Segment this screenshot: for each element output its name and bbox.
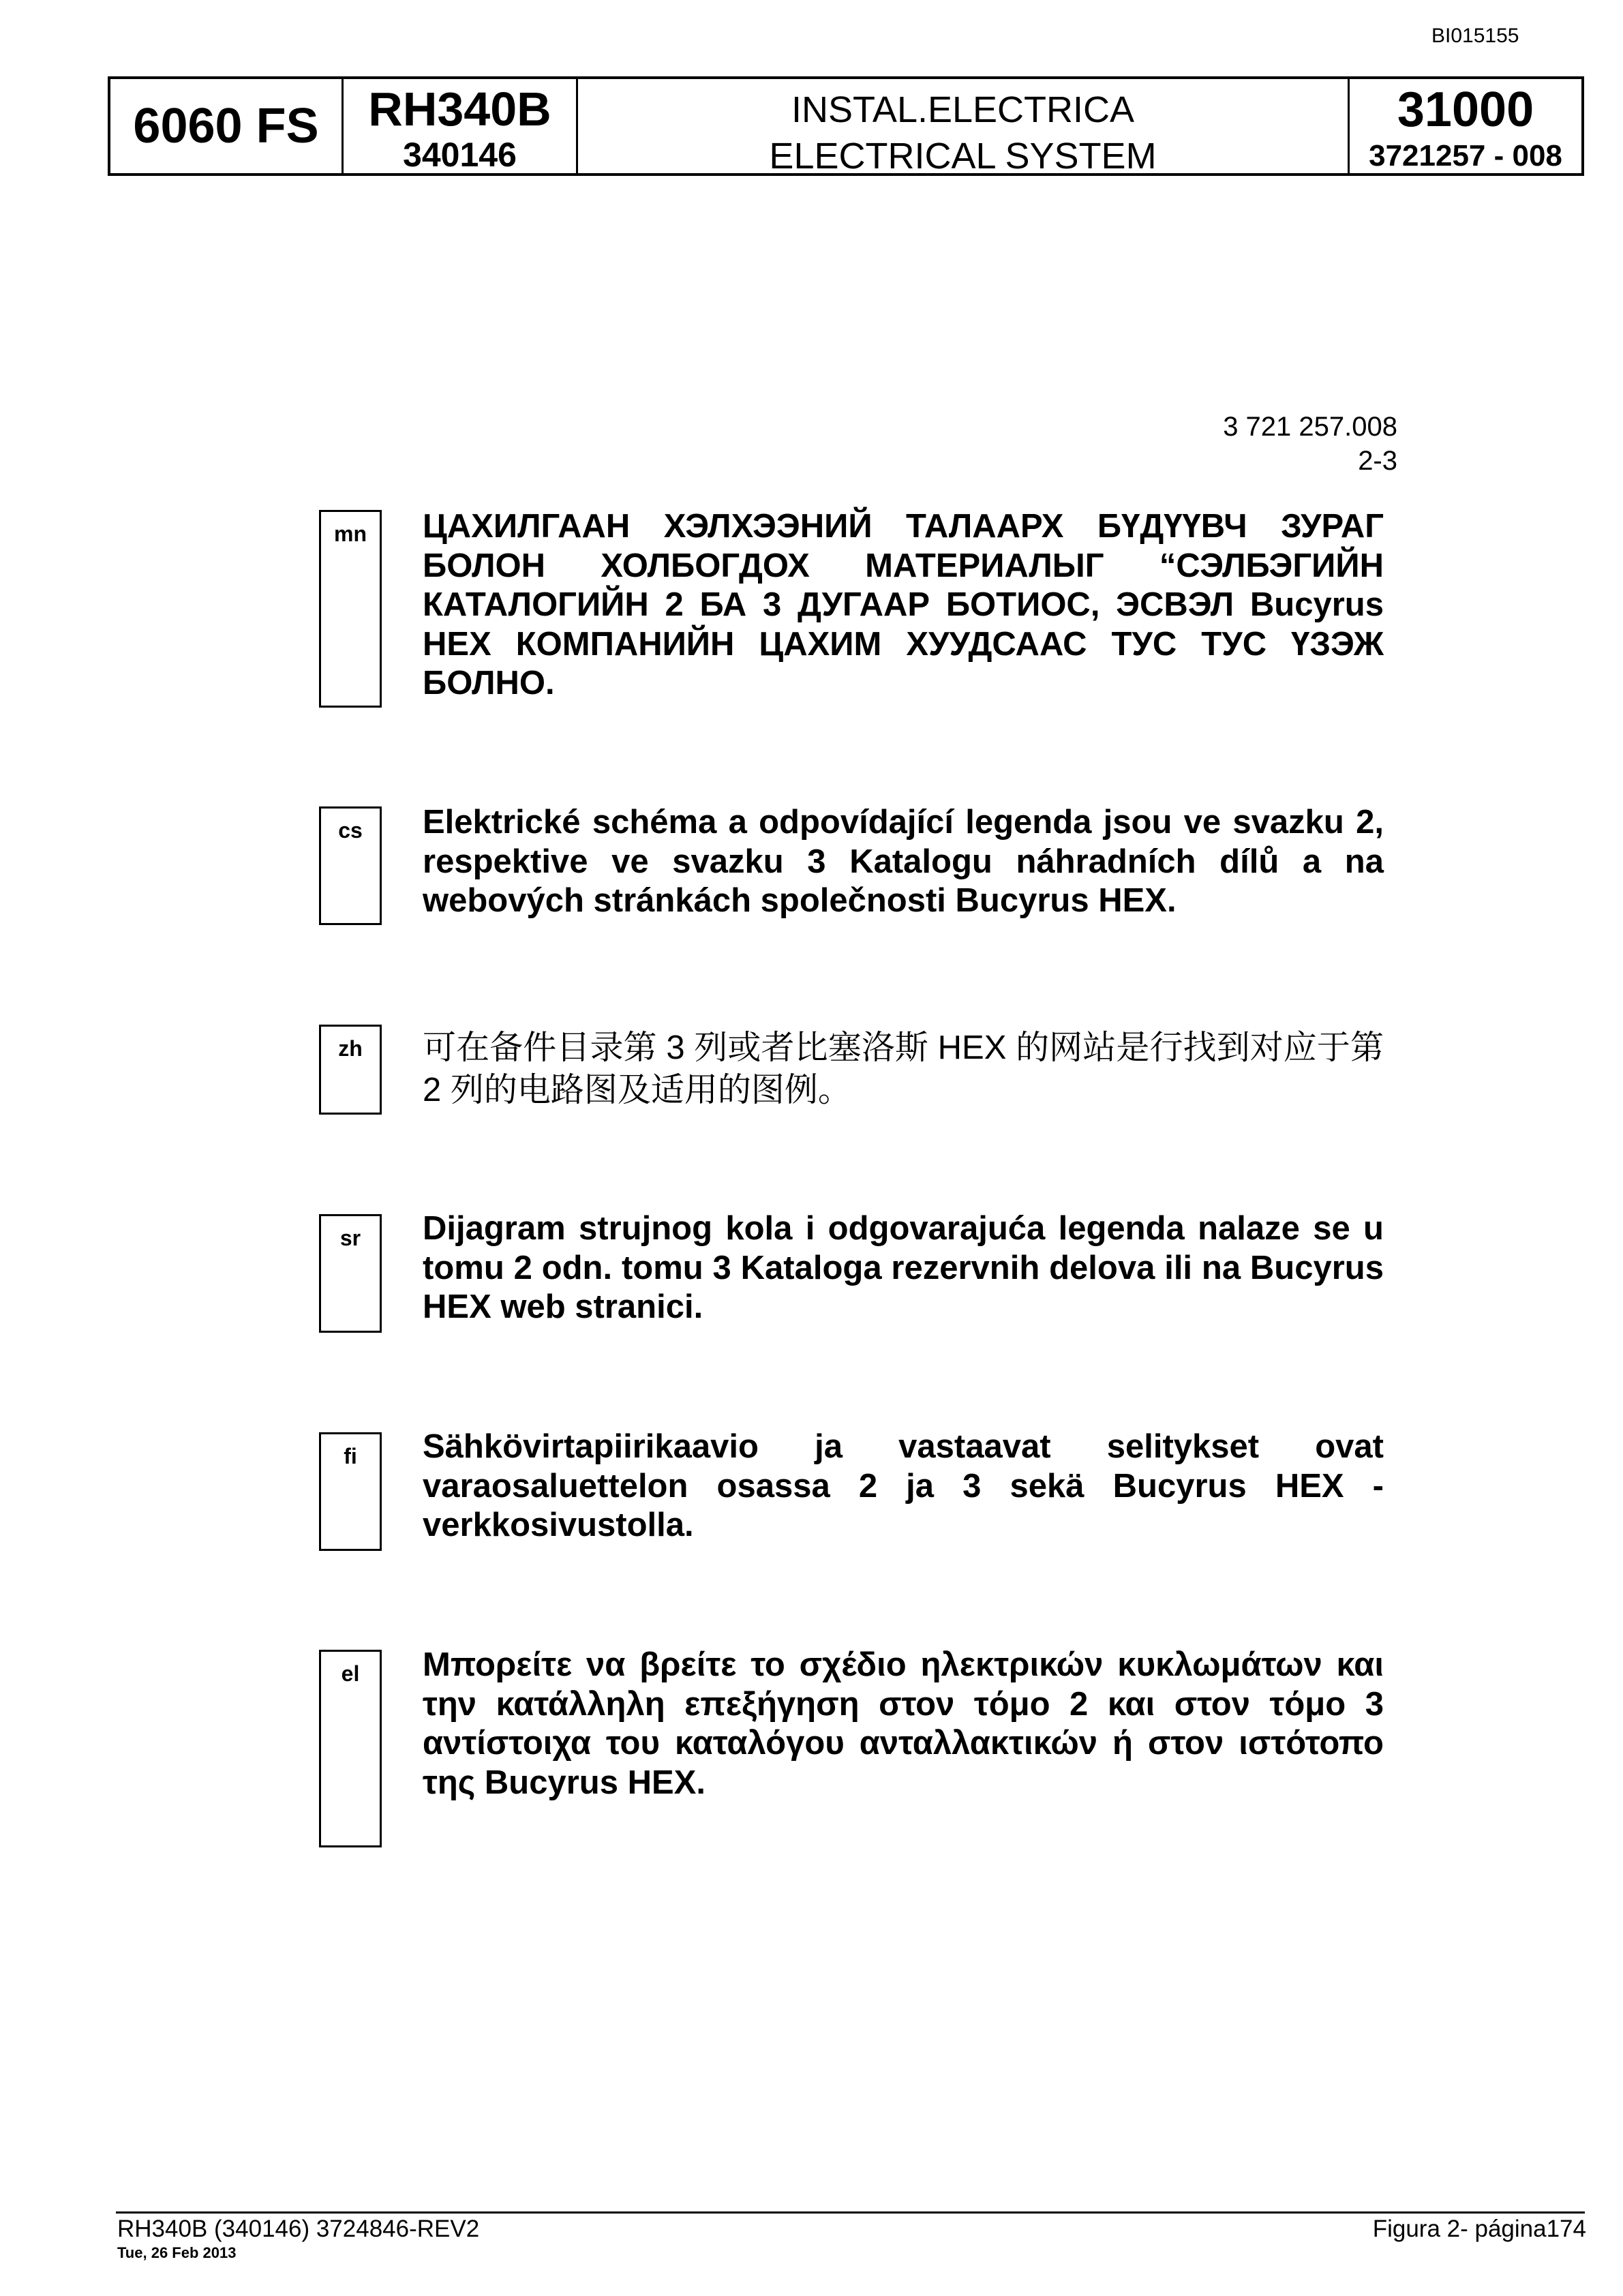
group-cell	[1350, 79, 1581, 173]
model-cell	[110, 79, 344, 173]
paragraph-mn: ЦАХИЛГААН ХЭЛХЭЭНИЙ ТАЛААРХ БҮДҮҮВЧ ЗУРАГ БОЛОН ХОЛБОГДОХ МАТЕРИАЛЫГ “СЭЛБЭГИЙН КАТАЛОГИЙН 2 БА 3 ДУГААР БОТИОС, ЭСВЭЛ Bucyrus HEX КОМПАНИЙН ЦАХИМ ХУУДСААС ТУС ТУС ҮЗЭЖ БОЛНО.	[423, 508, 1384, 701]
language-code: fi	[344, 1444, 357, 1468]
language-box-el	[319, 1650, 382, 1847]
group-number: 31000	[1397, 82, 1534, 137]
language-code: el	[341, 1661, 360, 1686]
machine-cell	[344, 79, 578, 173]
footer-date: Tue, 26 Feb 2013	[117, 2244, 237, 2261]
paragraph-sr: Dijagram strujnog kola i odgovarajuća legenda nalaze se u tomu 2 odn. tomu 3 Kataloga rezervnih delova ili na Bucyrus HEX web stranici.	[423, 1210, 1384, 1325]
paragraph-zh: 可在备件目录第 3 列或者比塞洛斯 HEX 的网站是行找到对应于第 2 列的电路图及适用的图例。	[423, 1029, 1384, 1108]
title-english: ELECTRICAL SYSTEM	[769, 136, 1157, 177]
paragraph-cs: Elektrické schéma a odpovídající legenda jsou ve svazku 2, respektive ve svazku 3 Katalogu náhradních dílů a na webových stránkách společnosti Bucyrus HEX.	[423, 804, 1384, 919]
language-code: mn	[334, 522, 367, 546]
language-code: zh	[338, 1036, 363, 1061]
reference-page: 2-3	[1358, 446, 1397, 476]
language-box-fi	[319, 1432, 382, 1551]
header-table	[108, 76, 1584, 176]
footer-document-ref: RH340B (340146) 3724846-REV2	[117, 2216, 480, 2242]
footer-page-number: Figura 2- página174	[1372, 2216, 1586, 2242]
footer-divider	[116, 2211, 1585, 2214]
language-code: sr	[339, 1226, 361, 1250]
machine-serial: 340146	[403, 136, 517, 174]
language-box-mn	[319, 510, 382, 708]
language-code: cs	[338, 818, 363, 843]
paragraph-el: Μπορείτε να βρείτε το σχέδιο ηλεκτρικών κυκλωμάτων και την κατάλληλη επεξήγηση στον τόμο 2 και στον τόμο 3 αντίστοιχα του καταλόγου ανταλλακτικών ή στον ιστότοπο της Bucyrus HEX.	[423, 1646, 1384, 1801]
reference-number: 3 721 257.008	[1223, 412, 1397, 442]
part-reference: 3721257 - 008	[1369, 139, 1562, 172]
language-box-cs	[319, 806, 382, 925]
machine-model: RH340B	[368, 82, 551, 136]
language-box-sr	[319, 1214, 382, 1333]
language-box-zh	[319, 1025, 382, 1115]
model-fs: 6060 FS	[133, 99, 319, 153]
title-cell	[578, 79, 1350, 177]
paragraph-fi: Sähkövirtapiirikaavio ja vastaavat selitykset ovat varaosaluettelon osassa 2 ja 3 sekä Bucyrus HEX -verkkosivustolla.	[423, 1428, 1384, 1543]
title-spanish: INSTAL.ELECTRICA	[791, 89, 1135, 130]
document-code: BI015155	[1431, 25, 1519, 47]
